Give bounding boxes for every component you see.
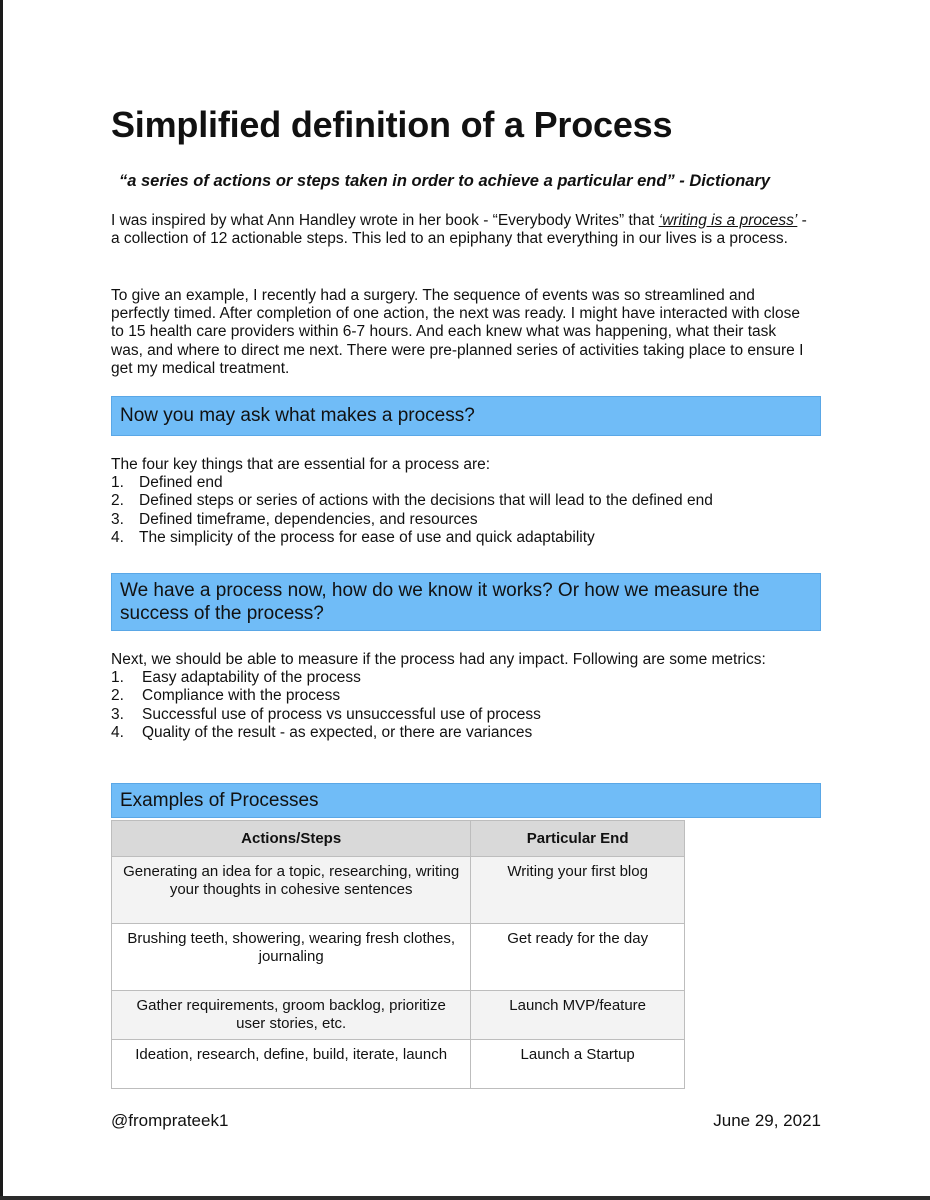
table-cell: Launch a Startup — [471, 1040, 685, 1089]
table-cell: Generating an idea for a topic, researching, writing your thoughts in cohesive sentences — [112, 857, 471, 924]
intro-text-after: - a collection of 12 actionable steps. This led to an epiphany that everything in our lives is a process. — [111, 212, 807, 248]
intro-text-before: I was inspired by what Ann Handley wrote in her book - “Everybody Writes” that — [111, 212, 659, 229]
section-heading-what-makes-process — [111, 396, 821, 436]
header-particular-end: Particular End — [471, 821, 685, 857]
list-item: 2. Defined steps or series of actions with the decisions that will lead to the defined end — [111, 492, 713, 510]
table-cell: Ideation, research, define, build, iterate, launch — [112, 1040, 471, 1089]
list-item: 4. The simplicity of the process for ease of use and quick adaptability — [111, 528, 595, 546]
example-paragraph: To give an example, I recently had a surgery. The sequence of events was so streamlined and perfectly timed. After completion of one action, the next was ready. I might have interacted with close to 15 health care providers within 6-7 hours. And each knew what was happening, what their task was, and where to direct me next. There were pre-planned series of activities taking place to ensure I get my medical treatment. — [111, 287, 804, 377]
list-item: 3. Defined timeframe, dependencies, and resources — [111, 510, 478, 528]
page-bottom-border — [0, 1196, 930, 1200]
table-row — [112, 857, 685, 924]
metrics-lead: Next, we should be able to measure if the process had any impact. Following are some metrics: — [111, 651, 766, 668]
list-item: 3. Successful use of process vs unsuccessful use of process — [111, 705, 541, 723]
table-cell: Brushing teeth, showering, wearing fresh clothes, journaling — [112, 924, 471, 991]
table-header-row — [112, 821, 685, 857]
examples-table — [111, 820, 685, 1089]
header-actions-steps: Actions/Steps — [112, 821, 471, 857]
section-heading-examples — [111, 783, 821, 818]
key-things-list — [111, 474, 811, 547]
metrics-list — [111, 669, 811, 742]
publish-date: June 29, 2021 — [713, 1111, 821, 1130]
table-row — [112, 991, 685, 1040]
key-things-lead: The four key things that are essential for a process are: — [111, 456, 491, 473]
list-item: 1. Easy adaptability of the process — [111, 669, 361, 687]
section-heading-text: Now you may ask what makes a process? — [120, 405, 475, 426]
intro-paragraph — [111, 212, 811, 248]
dictionary-quote: “a series of actions or steps taken in order to achieve a particular end” - Dictionary — [119, 172, 771, 190]
page-left-border — [0, 0, 3, 1200]
table-row — [112, 1040, 685, 1089]
section-heading-text: We have a process now, how do we know it works? Or how we measure the success of the process? — [120, 580, 760, 624]
table-cell: Launch MVP/feature — [471, 991, 685, 1040]
table-cell: Gather requirements, groom backlog, prioritize user stories, etc. — [112, 991, 471, 1040]
key-things-block — [111, 456, 811, 547]
table-row — [112, 924, 685, 991]
list-item: 4. Quality of the result - as expected, or there are variances — [111, 723, 533, 741]
table-cell: Writing your first blog — [471, 857, 685, 924]
section-heading-text: Examples of Processes — [120, 789, 319, 811]
intro-emphasis: ‘writing is a process’ — [658, 212, 798, 229]
list-item: 2. Compliance with the process — [111, 687, 341, 705]
list-item: 1. Defined end — [111, 474, 223, 492]
table-cell: Get ready for the day — [471, 924, 685, 991]
page-title: Simplified definition of a Process — [111, 104, 673, 145]
author-handle: @fromprateek1 — [111, 1111, 229, 1130]
metrics-block — [111, 651, 811, 742]
section-heading-measure-success — [111, 573, 821, 631]
